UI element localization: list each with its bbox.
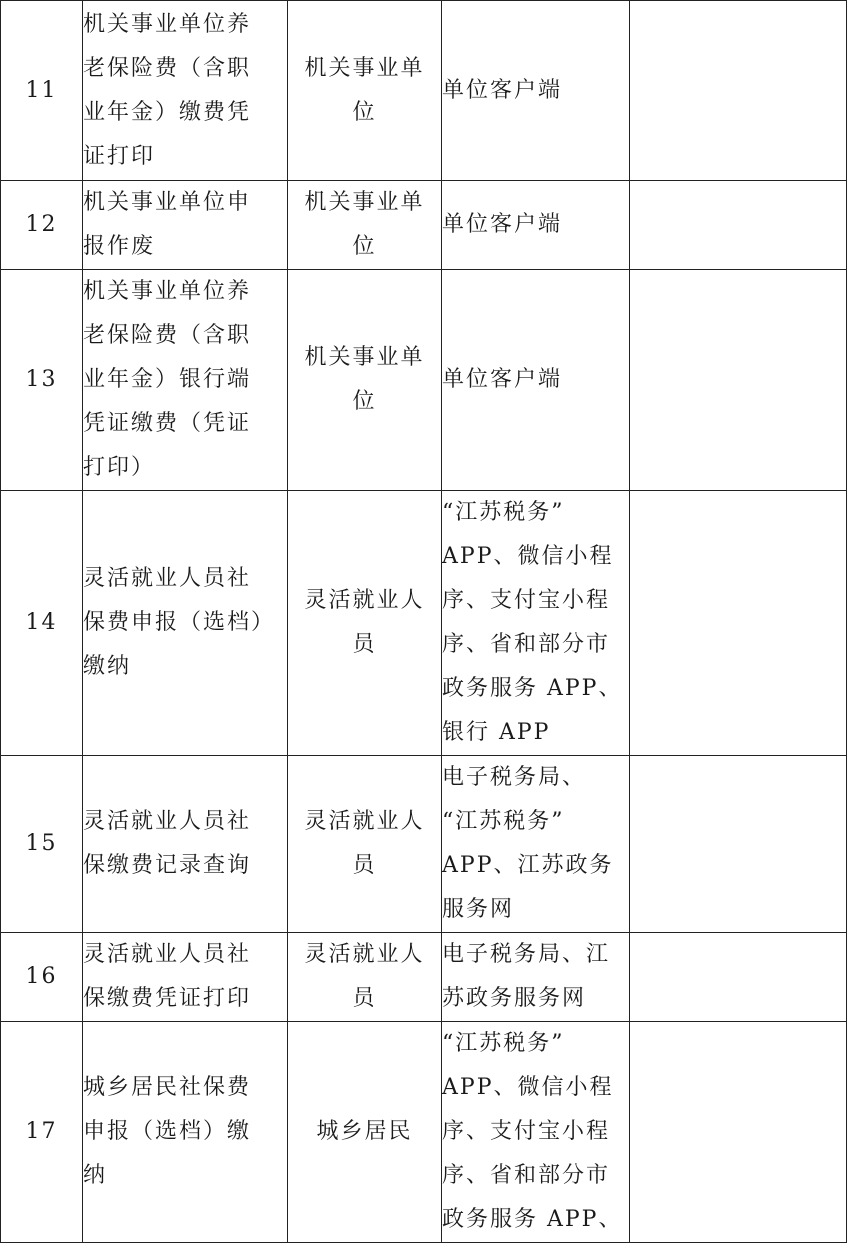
note-cell	[630, 756, 847, 933]
item-name-line: 证打印	[83, 143, 156, 169]
row-number: 11	[25, 77, 58, 103]
channel-line: APP、微信小程	[442, 1075, 614, 1100]
target-line: 机关事业单	[304, 190, 425, 215]
item-name-cell	[83, 491, 288, 756]
channel-cell	[442, 181, 630, 270]
channel-cell	[442, 756, 630, 933]
item-name-cell	[83, 181, 288, 270]
item-name-line: 机关事业单位申	[83, 190, 252, 215]
channel-cell	[442, 270, 630, 491]
channel-line: 序、支付宝小程	[442, 1119, 611, 1144]
item-name-line: 机关事业单位养	[83, 11, 252, 37]
note-cell	[630, 1, 847, 181]
channel-line: 单位客户端	[442, 77, 563, 103]
channel-line: 苏政务服务网	[442, 986, 587, 1011]
table-row	[1, 933, 847, 1022]
channel-line: 序、支付宝小程	[442, 588, 611, 613]
table-row	[1, 756, 847, 933]
target-line: 位	[352, 389, 377, 414]
channel-line: “江苏税务”	[442, 809, 565, 834]
row-number-cell	[1, 756, 83, 933]
channel-line: 单位客户端	[442, 367, 563, 392]
target-cell	[288, 270, 442, 491]
target-cell	[288, 756, 442, 933]
row-number: 13	[25, 367, 58, 392]
item-name-line: 业年金）缴费凭	[83, 99, 252, 125]
target-cell	[288, 181, 442, 270]
item-name-line: 业年金）银行端	[83, 367, 252, 392]
item-name-line: 缴纳	[83, 654, 132, 679]
item-name-line: 灵活就业人员社	[83, 942, 252, 967]
channel-line: “江苏税务”	[442, 500, 565, 525]
target-line: 灵活就业人	[304, 588, 425, 613]
table-row	[1, 270, 847, 491]
target-cell	[288, 491, 442, 756]
item-name-line: 机关事业单位养	[83, 279, 252, 304]
item-name-line: 打印）	[83, 455, 156, 480]
target-line: 员	[352, 986, 377, 1011]
item-name-cell	[83, 1, 288, 181]
row-number: 14	[25, 610, 58, 635]
table-row	[1, 1022, 847, 1243]
item-name-line: 凭证缴费（凭证	[83, 411, 252, 436]
channel-line: 政务服务 APP、	[442, 1207, 623, 1232]
item-name-line: 保缴费凭证打印	[83, 986, 252, 1011]
item-name-line: 纳	[83, 1163, 108, 1188]
item-name-cell	[83, 270, 288, 491]
note-cell	[630, 933, 847, 1022]
channel-line: 序、省和部分市	[442, 1163, 611, 1188]
channel-line: 政务服务 APP、	[442, 676, 623, 701]
target-line: 位	[352, 234, 377, 259]
note-cell	[630, 1022, 847, 1243]
target-cell	[288, 933, 442, 1022]
note-cell	[630, 181, 847, 270]
channel-line: APP、江苏政务	[442, 853, 614, 878]
channel-cell	[442, 933, 630, 1022]
channel-line: APP、微信小程	[442, 544, 614, 569]
channel-line: 电子税务局、江	[442, 942, 611, 967]
item-name-cell	[83, 1022, 288, 1243]
item-name-line: 保费申报（选档）	[83, 610, 276, 635]
channel-line: 序、省和部分市	[442, 632, 611, 657]
target-cell	[288, 1022, 442, 1243]
row-number: 17	[25, 1119, 58, 1144]
note-cell	[630, 491, 847, 756]
row-number-cell	[1, 270, 83, 491]
item-name-line: 老保险费（含职	[83, 323, 252, 348]
item-name-line: 老保险费（含职	[83, 55, 252, 81]
row-number-cell	[1, 933, 83, 1022]
channel-line: 单位客户端	[442, 212, 563, 237]
row-number-cell	[1, 1, 83, 181]
item-name-line: 城乡居民社保费	[83, 1075, 252, 1100]
channel-cell	[442, 1, 630, 181]
item-name-cell	[83, 933, 288, 1022]
target-line: 灵活就业人	[304, 809, 425, 834]
table-row	[1, 1, 847, 181]
target-line: 员	[352, 853, 377, 878]
row-number: 12	[25, 212, 58, 237]
channel-line: 电子税务局、	[442, 765, 587, 790]
table-row	[1, 181, 847, 270]
item-name-line: 灵活就业人员社	[83, 809, 252, 834]
row-number-cell	[1, 1022, 83, 1243]
channel-line: 服务网	[442, 897, 515, 922]
item-name-line: 保缴费记录查询	[83, 853, 252, 878]
item-name-line: 灵活就业人员社	[83, 566, 252, 591]
target-line: 灵活就业人	[304, 942, 425, 967]
row-number: 15	[25, 831, 58, 856]
item-name-cell	[83, 756, 288, 933]
target-cell	[288, 1, 442, 181]
target-line: 机关事业单	[304, 55, 425, 81]
target-line: 员	[352, 632, 377, 657]
note-cell	[630, 270, 847, 491]
item-name-line: 申报（选档）缴	[83, 1119, 252, 1144]
row-number: 16	[25, 964, 58, 989]
item-name-line: 报作废	[83, 234, 156, 259]
table-row	[1, 491, 847, 756]
target-line: 机关事业单	[304, 345, 425, 370]
row-number-cell	[1, 181, 83, 270]
channel-cell	[442, 491, 630, 756]
target-line: 位	[352, 99, 377, 125]
channel-cell	[442, 1022, 630, 1243]
row-number-cell	[1, 491, 83, 756]
channel-line: “江苏税务”	[442, 1031, 565, 1056]
channel-line: 银行 APP	[442, 720, 551, 745]
target-line: 城乡居民	[316, 1119, 413, 1144]
table-body	[1, 1, 847, 1243]
